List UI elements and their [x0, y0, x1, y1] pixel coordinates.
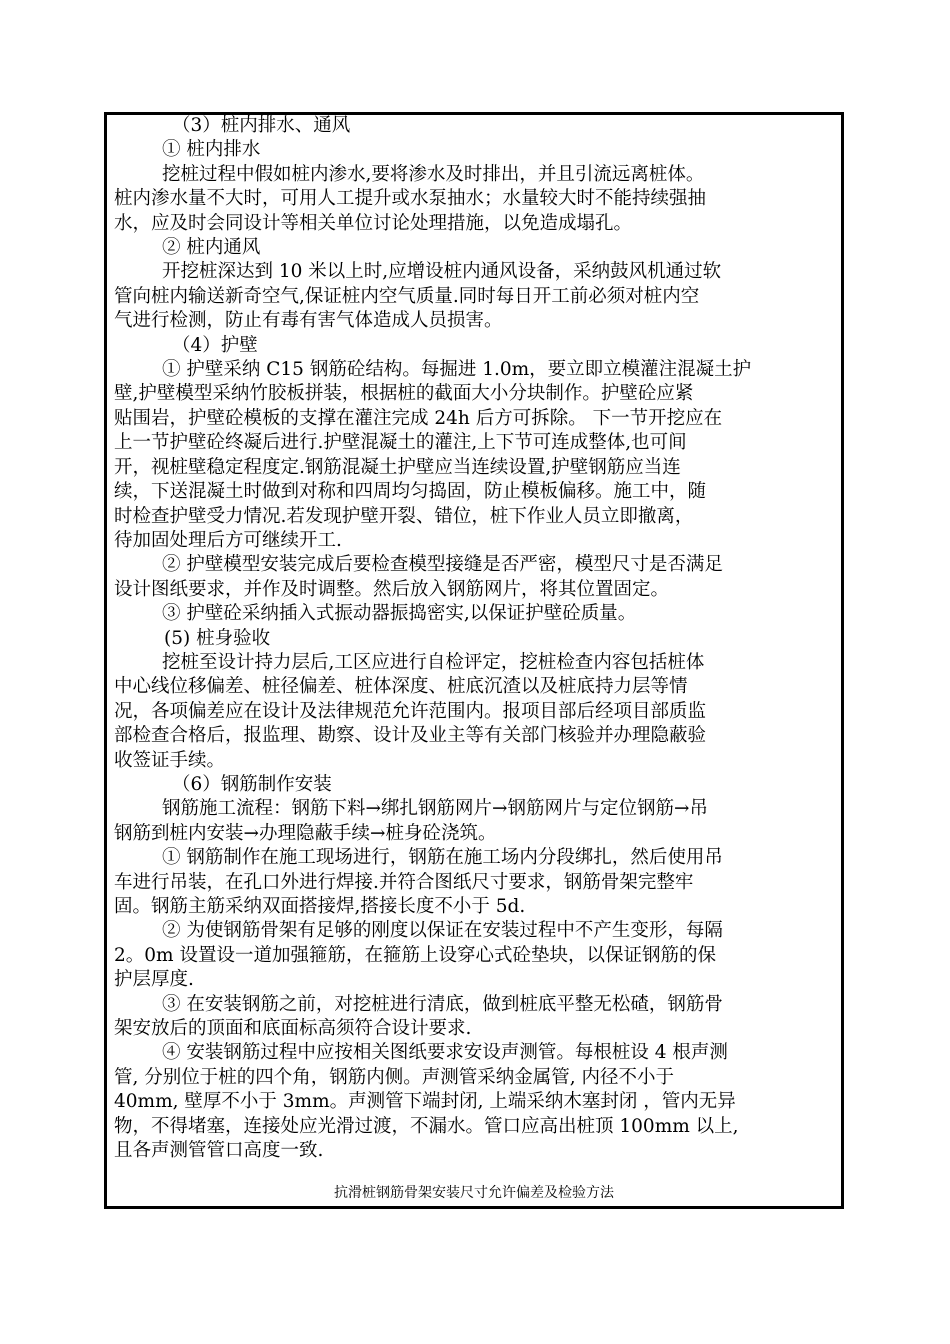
- text-line: 2。0m 设置设一道加强箍筋，在箍筋上设穿心式砼垫块，以保证钢筋的保: [114, 944, 716, 966]
- text-line: （4）护壁: [172, 334, 258, 356]
- text-line: 钢筋到桩内安装→办理隐蔽手续→桩身砼浇筑。: [114, 822, 497, 844]
- text-line: ① 护壁采纳 C15 钢筋砼结构。每掘进 1.0m，要立即立模灌注混凝土护: [162, 359, 752, 381]
- text-line: 桩内渗水量不大时，可用人工提升或水泵抽水；水量较大时不能持续强抽: [114, 188, 707, 210]
- text-line: 钢筋施工流程：钢筋下料→绑扎钢筋网片→钢筋网片与定位钢筋→吊: [162, 798, 709, 820]
- text-line: 挖桩过程中假如桩内渗水,要将渗水及时排出，并且引流远离桩体。: [162, 163, 705, 185]
- text-line: 开挖桩深达到 10 米以上时,应增设桩内通风设备，采纳鼓风机通过软: [162, 261, 722, 283]
- text-line: 固。钢筋主筋采纳双面搭接焊,搭接长度不小于 5d.: [114, 896, 526, 917]
- text-line: 况，各项偏差应在设计及法律规范允许范围内。报项目部后经项目部质监: [114, 700, 707, 722]
- text-line: 挖桩至设计持力层后,工区应进行自检评定，挖桩检查内容包括桩体: [162, 651, 705, 673]
- text-line: 上一节护壁砼终凝后进行.护壁混凝土的灌注,上下节可连成整体,也可间: [114, 432, 687, 454]
- text-line: ④ 安装钢筋过程中应按相关图纸要求安设声测管。每根桩设 4 根声测: [162, 1042, 728, 1064]
- text-line: 壁,护壁模型采纳竹胶板拼装，根据桩的截面大小分块制作。护壁砼应紧: [114, 383, 694, 405]
- text-line: 水，应及时会同设计等相关单位讨论处理措施，以免造成塌孔。: [114, 212, 633, 234]
- text-line: ① 桩内排水: [162, 139, 261, 161]
- text-line: ② 为使钢筋骨架有足够的刚度以保证在安装过程中不产生变形，每隔: [162, 920, 723, 942]
- text-line: 待加固处理后方可继续开工.: [114, 529, 342, 551]
- text-line: 护层厚度.: [114, 969, 194, 991]
- text-line: （3）桩内排水、通风: [172, 115, 351, 136]
- text-line: 管向桩内输送新奇空气,保证桩内空气质量.同时每日开工前必须对桩内空: [114, 285, 700, 307]
- text-line: ③ 护壁砼采纳插入式振动器振捣密实,以保证护壁砼质量。: [162, 603, 637, 625]
- text-line: 开，视桩壁稳定程度定.钢筋混凝土护壁应当连续设置,护壁钢筋应当连: [114, 456, 681, 478]
- text-line: ② 护壁模型安装完成后要检查模型接缝是否严密，模型尺寸是否满足: [162, 554, 723, 576]
- text-line: 架安放后的顶面和底面标高须符合设计要求.: [114, 1018, 472, 1040]
- text-line: 车进行吊装，在孔口外进行焊接.并符合图纸尺寸要求，钢筋骨架完整牢: [114, 871, 694, 893]
- text-line: 贴围岩，护壁砼模板的支撑在灌注完成 24h 后方可拆除。 下一节开挖应在: [114, 407, 723, 429]
- text-line: ③ 在安装钢筋之前，对挖桩进行清底，做到桩底平整无松碴，钢筋骨: [162, 993, 723, 1015]
- text-line: 40mm, 壁厚不小于 3mm。声测管下端封闭, 上端采纳木塞封闭 ，管内无异: [114, 1091, 736, 1113]
- document-body: [114, 114, 836, 1163]
- text-line: ② 桩内通风: [162, 237, 261, 259]
- text-line: 气进行检测，防止有毒有害气体造成人员损害。: [114, 310, 503, 332]
- text-line: ① 钢筋制作在施工现场进行，钢筋在施工场内分段绑扎，然后使用吊: [162, 847, 723, 869]
- text-line: (5) 桩身验收: [164, 627, 271, 649]
- text-line: 设计图纸要求，并作及时调整。然后放入钢筋网片，将其位置固定。: [114, 578, 670, 600]
- text-line: 收签证手续。: [114, 749, 226, 771]
- text-line: 且各声测管管口高度一致.: [114, 1140, 324, 1162]
- text-line: 管, 分别位于桩的四个角，钢筋内侧。声测管采纳金属管, 内径不小于: [114, 1066, 675, 1088]
- text-line: 续，下送混凝土时做到对称和四周均匀捣固，防止模板偏移。施工中，随: [114, 481, 707, 503]
- text-line: 时检查护壁受力情况.若发现护壁开裂、错位，桩下作业人员立即撤离，: [114, 505, 694, 527]
- text-line: 中心线位移偏差、桩径偏差、桩体深度、桩底沉渣以及桩底持力层等情: [114, 676, 688, 698]
- table-caption: 抗滑桩钢筋骨架安装尺寸允许偏差及检验方法: [334, 1185, 614, 1201]
- text-line: 部检查合格后，报监理、勘察、设计及业主等有关部门核验并办理隐蔽验: [114, 725, 707, 747]
- text-line: 物，不得堵塞，连接处应光滑过渡，不漏水。管口应高出桩顶 100mm 以上,: [114, 1115, 739, 1137]
- text-line: （6）钢筋制作安装: [172, 773, 332, 795]
